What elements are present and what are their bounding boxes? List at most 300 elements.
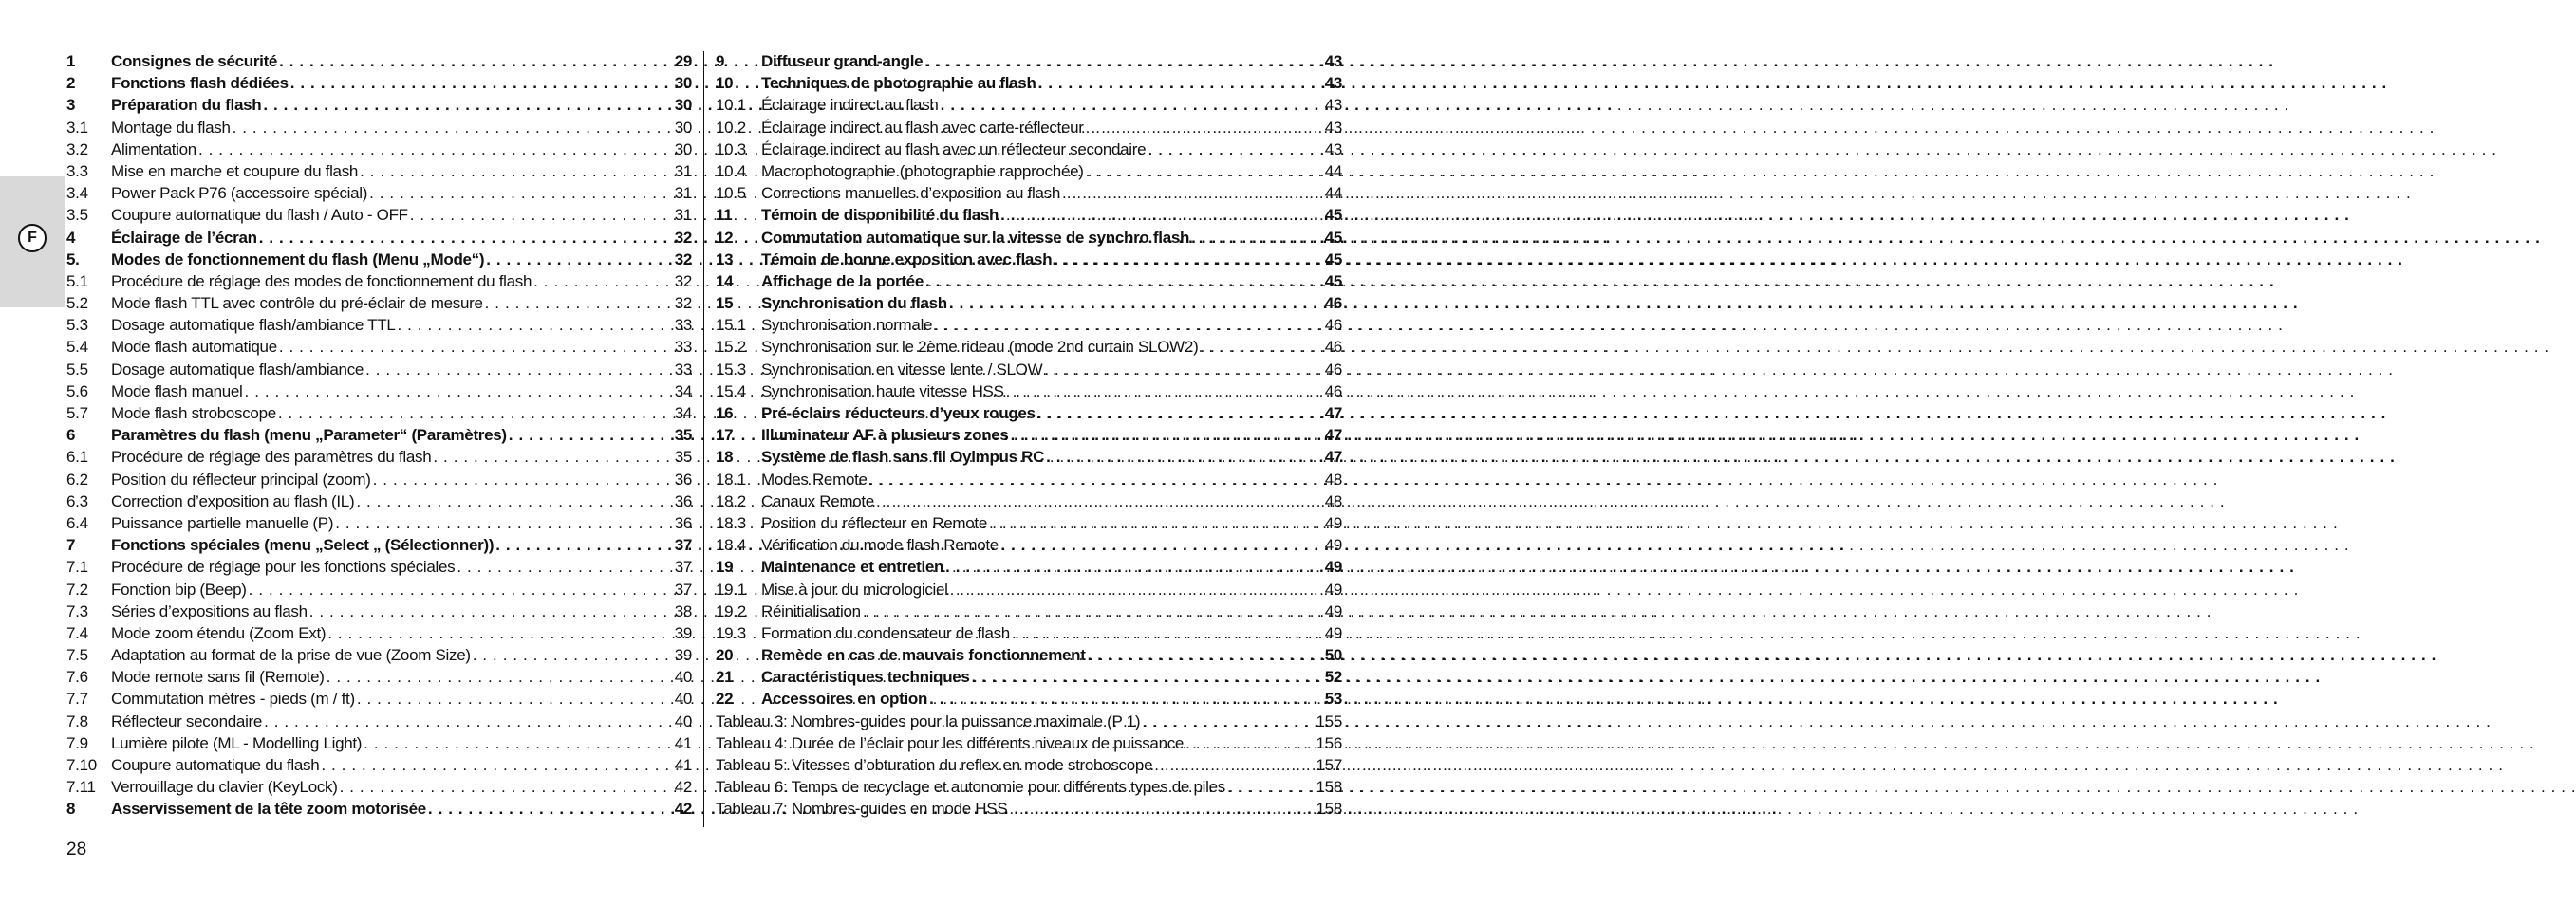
dot-leader (1011, 424, 1323, 446)
toc-entry (716, 469, 1342, 490)
toc-entry (66, 314, 692, 336)
toc-entry-title: Remède en cas de mauvais fonctionnement (761, 646, 1086, 665)
toc-entry-page: 41 (674, 756, 692, 774)
dot-leader (249, 579, 673, 600)
toc-entry-number: 6.1 (66, 448, 88, 467)
toc-entry-page: 45 (1324, 271, 1342, 290)
toc-entry-number: 1 (66, 52, 76, 70)
toc-entry-title: Affichage de la portée (761, 271, 924, 290)
toc-entry-title: Synchronisation sur le 2ème rideau (mode 2nd curtain SLOW2) (761, 338, 1199, 357)
dot-leader (1000, 534, 1323, 556)
dot-leader (263, 94, 672, 116)
dot-leader (1227, 776, 1315, 798)
toc-entry-number: 7.8 (66, 711, 88, 730)
toc-entry-number: 19 (716, 558, 734, 577)
toc-entry-page: 47 (1324, 404, 1342, 422)
toc-entry-page: 43 (1324, 52, 1342, 70)
toc-entry (716, 117, 1342, 139)
dot-leader (533, 270, 673, 292)
toc-entry-number: 6 (66, 426, 76, 445)
dot-leader (360, 160, 673, 182)
toc-entry-number: 3.5 (66, 206, 88, 225)
toc-entry (66, 336, 692, 358)
toc-entry-page: 36 (674, 513, 692, 532)
toc-entry-number: 18.1 (716, 470, 746, 489)
dot-leader (327, 622, 672, 644)
toc-entry (716, 600, 1342, 622)
toc-entry-page: 49 (1324, 558, 1342, 577)
toc-entry-page: 32 (674, 271, 692, 290)
toc-entry-title: Procédure de réglage des paramètres du flash (111, 448, 432, 467)
dot-leader (1046, 446, 1323, 468)
dot-leader (1086, 160, 1323, 182)
toc-entry-number: 15.2 (716, 338, 746, 357)
toc-entry (66, 556, 692, 578)
dot-leader (1000, 204, 1323, 226)
toc-entry-title: Coupure automatique du flash / Auto - OFF (111, 206, 408, 225)
dot-leader (364, 732, 673, 754)
dot-leader (869, 469, 1323, 490)
dot-leader (945, 556, 1323, 578)
toc-entry-number: 15.4 (716, 381, 746, 400)
toc-entry (66, 512, 692, 534)
toc-entry-page: 41 (674, 733, 692, 752)
toc-entry-number: 5. (66, 249, 80, 268)
dot-leader (259, 227, 673, 249)
dot-leader (934, 314, 1322, 336)
toc-entry-page: 43 (1324, 118, 1342, 137)
toc-entry-title: Éclairage indirect au flash avec carte-réflecteur (761, 118, 1084, 137)
toc-entry (66, 292, 692, 314)
toc-entry-title: Caractéristiques techniques (761, 668, 970, 687)
dot-leader (473, 644, 673, 666)
toc-entry-title: Coupure automatique du flash (111, 756, 320, 774)
toc-entry-page: 29 (674, 52, 692, 70)
toc-entry-number: 18.3 (716, 513, 746, 532)
toc-entry-page: 34 (674, 404, 692, 422)
toc-entry-number: 20 (716, 646, 734, 665)
toc-entry-number: 10.4 (716, 161, 746, 180)
dot-leader (457, 556, 672, 578)
toc-entry-title: Éclairage indirect au flash (761, 96, 939, 115)
toc-entry-title: Corrections manuelles d’exposition au flash (761, 184, 1060, 203)
toc-entry (66, 776, 692, 798)
toc-entry-page: 50 (1324, 646, 1342, 665)
dot-leader (989, 512, 1323, 534)
dot-leader (433, 446, 672, 468)
toc-entry-number: 9 (716, 52, 725, 70)
toc-entry-page: 35 (674, 426, 692, 445)
toc-entry-title: Mise à jour du micrologiciel (761, 580, 948, 599)
toc-entry-page: 35 (674, 448, 692, 467)
dot-leader (1154, 754, 1314, 776)
toc-entry (66, 490, 692, 512)
dot-leader (863, 600, 1323, 622)
toc-entry-number: 10 (716, 74, 734, 93)
toc-entry-title: Illuminateur AF à plusieurs zones (761, 426, 1009, 445)
toc-entry-page: 46 (1324, 360, 1342, 379)
toc-entry-page: 44 (1324, 161, 1342, 180)
toc-entry (66, 182, 692, 204)
toc-entry-page: 48 (1324, 470, 1342, 489)
toc-entry-number: 3.1 (66, 118, 88, 137)
toc-entry (716, 314, 1342, 336)
toc-entry-page: 45 (1324, 249, 1342, 268)
toc-entry-title: Fonctions flash dédiées (111, 74, 289, 93)
toc-entry (716, 732, 1342, 754)
toc-entry-page: 32 (674, 249, 692, 268)
toc-entry (716, 556, 1342, 578)
toc-entry (716, 336, 1342, 358)
toc-entry (716, 446, 1342, 468)
toc-entry (716, 72, 1342, 94)
dot-leader (290, 72, 673, 94)
toc-entry (66, 600, 692, 622)
dot-leader (1009, 798, 1314, 820)
toc-entry-page: 158 (1316, 778, 1342, 797)
toc-entry-number: 12 (716, 228, 734, 247)
toc-entry (716, 711, 1342, 732)
toc-entry-title: Adaptation au format de la prise de vue (Zoom Size) (111, 646, 471, 665)
toc-entry-number: 5.5 (66, 360, 88, 379)
dot-leader (335, 512, 673, 534)
toc-entry (716, 490, 1342, 512)
dot-leader (365, 359, 673, 380)
toc-column-left (66, 50, 692, 821)
toc-entry-title: Commutation mètres - pieds (m / ft) (111, 690, 355, 709)
toc-entry-title: Tableau 5: Vitesses d’obturation du reflex en mode stroboscope (716, 756, 1153, 774)
toc-entry-number: 6.2 (66, 470, 88, 489)
dot-leader (1185, 732, 1314, 754)
toc-entry-page: 32 (674, 294, 692, 313)
toc-entry-page: 34 (674, 381, 692, 400)
dot-leader (327, 666, 673, 688)
toc-entry (66, 227, 692, 249)
toc-entry-page: 46 (1324, 338, 1342, 357)
toc-entry-title: Synchronisation du flash (761, 294, 947, 313)
toc-entry (716, 622, 1342, 644)
toc-entry-page: 49 (1324, 601, 1342, 620)
toc-entry (716, 182, 1342, 204)
dot-leader (925, 270, 1323, 292)
toc-entry-title: Puissance partielle manuelle (P) (111, 513, 334, 532)
toc-entry (716, 380, 1342, 402)
toc-entry (66, 359, 692, 380)
toc-entry-number: 21 (716, 668, 734, 687)
toc-entry-number: 2 (66, 74, 76, 93)
toc-entry-page: 157 (1316, 756, 1342, 774)
toc-entry-title: Tableau 6: Temps de recyclage et autonomie pour différents types de piles (716, 778, 1225, 797)
dot-leader (1062, 182, 1323, 204)
toc-entry-title: Formation du condensateur de flash (761, 623, 1010, 642)
dot-leader (486, 249, 672, 270)
toc-entry-page: 38 (674, 601, 692, 620)
toc-entry-number: 10.3 (716, 139, 746, 158)
dot-leader (428, 798, 673, 820)
toc-entry-page: 30 (674, 118, 692, 137)
toc-entry-number: 4 (66, 228, 76, 247)
toc-entry (716, 534, 1342, 556)
toc-entry (66, 469, 692, 490)
toc-entry (716, 512, 1342, 534)
dot-leader (398, 314, 673, 336)
toc-entry-number: 7 (66, 536, 76, 555)
toc-entry-page: 158 (1316, 800, 1342, 819)
dot-leader (485, 292, 673, 314)
toc-entry-number: 8 (66, 800, 76, 819)
toc-entry (66, 732, 692, 754)
toc-entry-title: Éclairage indirect au flash avec un réflecteur secondaire (761, 139, 1147, 158)
toc-entry-title: Pré-éclairs réducteurs d’yeux rouges (761, 404, 1036, 422)
toc-entry-page: 156 (1316, 733, 1342, 752)
toc-entry-title: Position du réflecteur en Remote (761, 513, 987, 532)
toc-entry (716, 160, 1342, 182)
toc-entry-page: 39 (674, 646, 692, 665)
toc-entry-page: 33 (674, 338, 692, 357)
dot-leader (1086, 117, 1323, 139)
toc-entry (66, 50, 692, 72)
dot-leader (309, 600, 673, 622)
toc-entry (66, 249, 692, 270)
dot-leader (233, 117, 673, 139)
dot-leader (321, 754, 672, 776)
dot-leader (1044, 359, 1322, 380)
toc-entry-number: 18 (716, 448, 734, 467)
dot-leader (941, 94, 1323, 116)
toc-entry-page: 52 (1324, 668, 1342, 687)
toc-entry-title: Techniques de photographie au flash (761, 74, 1036, 93)
toc-entry-number: 5.4 (66, 338, 88, 357)
dot-leader (950, 579, 1323, 600)
toc-entry (66, 688, 692, 710)
toc-entry-title: Synchronisation haute vitesse HSS (761, 381, 1004, 400)
toc-entry-title: Témoin de disponibilité du flash (761, 206, 999, 225)
toc-entry-number: 7.10 (66, 756, 97, 774)
toc-entry-title: Fonctions spéciales (menu „Select „ (Sélectionner)) (111, 536, 495, 555)
toc-entry-title: Procédure de réglage des modes de fonctionnement du flash (111, 271, 532, 290)
toc-entry-number: 7.4 (66, 623, 88, 642)
toc-entry (716, 359, 1342, 380)
toc-entry-title: Maintenance et entretien (761, 558, 944, 577)
dot-leader (972, 666, 1323, 688)
toc-entry-number: 17 (716, 426, 734, 445)
toc-entry (716, 754, 1342, 776)
language-marker: F (18, 224, 47, 252)
toc-entry (716, 402, 1342, 424)
dot-leader (279, 50, 673, 72)
toc-entry-page: 46 (1324, 316, 1342, 335)
toc-entry-page: 42 (674, 778, 692, 797)
toc-entry-title: Canaux Remote (761, 491, 874, 510)
toc-entry-title: Dosage automatique flash/ambiance (111, 360, 364, 379)
toc-entry (716, 139, 1342, 160)
toc-entry-number: 5.2 (66, 294, 88, 313)
toc-entry-page: 53 (1324, 690, 1342, 709)
toc-entry-number: 19.3 (716, 623, 746, 642)
dot-leader (357, 688, 673, 710)
dot-leader (278, 402, 673, 424)
toc-entry (716, 50, 1342, 72)
toc-entry-number: 5.1 (66, 271, 88, 290)
toc-entry-title: Commutation automatique sur la vitesse de synchro flash (761, 228, 1190, 247)
dot-leader (1191, 227, 1323, 249)
toc-entry-title: Power Pack P76 (accessoire spécial) (111, 184, 368, 203)
toc-entry-title: Tableau 4: Durée de l’éclair pour les différents niveaux de puissance (716, 733, 1185, 752)
toc-entry-number: 19.1 (716, 580, 746, 599)
toc-entry-number: 15 (716, 294, 734, 313)
toc-entry (716, 579, 1342, 600)
toc-entry-title: Mode remote sans fil (Remote) (111, 668, 325, 687)
toc-entry-title: Mise en marche et coupure du flash (111, 161, 359, 180)
toc-entry-page: 49 (1324, 623, 1342, 642)
toc-entry (716, 776, 1342, 798)
dot-leader (1006, 380, 1323, 402)
toc-entry-page: 46 (1324, 381, 1342, 400)
toc-entry-page: 33 (674, 316, 692, 335)
toc-entry (66, 798, 692, 820)
toc-entry-title: Éclairage de l’écran (111, 228, 257, 247)
toc-entry-page: 30 (674, 96, 692, 115)
toc-entry-number: 22 (716, 690, 734, 709)
toc-entry-title: Réflecteur secondaire (111, 711, 263, 730)
toc-entry-page: 31 (674, 161, 692, 180)
toc-entry-page: 30 (674, 74, 692, 93)
toc-entry-title: Montage du flash (111, 118, 231, 137)
toc-entry-number: 13 (716, 249, 734, 268)
dot-leader (929, 688, 1323, 710)
toc-entry-page: 155 (1316, 711, 1342, 730)
toc-entry-number: 10.2 (716, 118, 746, 137)
dot-leader (410, 204, 673, 226)
toc-entry-title: Synchronisation en vitesse lente / SLOW (761, 360, 1043, 379)
toc-entry (716, 270, 1342, 292)
toc-entry-number: 7.5 (66, 646, 88, 665)
toc-entry-number: 3 (66, 96, 76, 115)
toc-entry-page: 42 (674, 800, 692, 819)
toc-entry (66, 711, 692, 732)
toc-entry (66, 402, 692, 424)
dot-leader (1012, 622, 1323, 644)
toc-entry-title: Modes de fonctionnement du flash (Menu „Mode“) (111, 249, 485, 268)
toc-entry-title: Paramètres du flash (menu „Parameter“ (Paramètres) (111, 426, 507, 445)
toc-entry (66, 622, 692, 644)
dot-leader (1054, 249, 1322, 270)
toc-entry-number: 18.4 (716, 536, 746, 555)
column-divider (703, 51, 704, 827)
toc-entry-page: 47 (1324, 426, 1342, 445)
toc-entry (66, 72, 692, 94)
toc-entry-number: 7.1 (66, 558, 88, 577)
toc-entry (66, 94, 692, 116)
toc-entry (66, 270, 692, 292)
toc-entry-title: Dosage automatique flash/ambiance TTL (111, 316, 396, 335)
toc-entry-number: 3.3 (66, 161, 88, 180)
toc-entry-page: 46 (1324, 294, 1342, 313)
toc-entry-title: Tableau 3: Nombres-guides pour la puissance maximale (P 1) (716, 711, 1141, 730)
toc-entry (716, 798, 1342, 820)
toc-entry-page: 43 (1324, 74, 1342, 93)
toc-entry-title: Diffuseur grand-angle (761, 52, 924, 70)
toc-entry-number: 3.2 (66, 139, 88, 158)
toc-entry-title: Alimentation (111, 139, 196, 158)
dot-leader (1148, 139, 1322, 160)
toc-entry-number: 3.4 (66, 184, 88, 203)
toc-entry-number: 15.1 (716, 316, 746, 335)
toc-entry-page: 37 (674, 580, 692, 599)
toc-entry-number: 6.4 (66, 513, 88, 532)
toc-entry (716, 424, 1342, 446)
toc-entry-page: 32 (674, 228, 692, 247)
toc-entry-title: Correction d’exposition au flash (IL) (111, 491, 355, 510)
toc-entry (66, 754, 692, 776)
toc-entry (66, 380, 692, 402)
toc-entry-number: 16 (716, 404, 734, 422)
toc-entry-number: 7.11 (66, 778, 96, 797)
toc-entry-title: Mode flash automatique (111, 338, 277, 357)
toc-entry-page: 36 (674, 491, 692, 510)
toc-entry-title: Mode flash stroboscope (111, 404, 276, 422)
dot-leader (279, 336, 673, 358)
toc-column-right (716, 50, 1342, 821)
toc-entry (716, 94, 1342, 116)
toc-entry (716, 249, 1342, 270)
toc-entry-number: 19.2 (716, 601, 746, 620)
toc-entry-number: 14 (716, 271, 734, 290)
toc-entry (716, 292, 1342, 314)
toc-entry-title: Lumière pilote (ML - Modelling Light) (111, 733, 363, 752)
dot-leader (924, 50, 1322, 72)
toc-entry-number: 7.9 (66, 733, 88, 752)
toc-entry-title: Position du réflecteur principal (zoom) (111, 470, 371, 489)
toc-entry-title: Synchronisation normale (761, 316, 933, 335)
dot-leader (373, 469, 673, 490)
dot-leader (1200, 336, 1322, 358)
toc-entry (716, 666, 1342, 688)
toc-entry-title: Mode flash manuel (111, 381, 243, 400)
toc-entry-page: 45 (1324, 206, 1342, 225)
toc-entry-page: 43 (1324, 96, 1342, 115)
toc-entry-number: 5.7 (66, 404, 88, 422)
dot-leader (340, 776, 673, 798)
toc-entry-page: 33 (674, 360, 692, 379)
toc-entry-number: 7.2 (66, 580, 88, 599)
toc-entry-title: Réinitialisation (761, 601, 861, 620)
toc-entry-title: Procédure de réglage pour les fonctions spéciales (111, 558, 456, 577)
toc-entry-page: 40 (674, 668, 692, 687)
toc-entry-number: 15.3 (716, 360, 746, 379)
toc-entry-title: Vérification du mode flash Remote (761, 536, 999, 555)
toc-entry (66, 117, 692, 139)
toc-entry-number: 5.6 (66, 381, 88, 400)
dot-leader (495, 534, 672, 556)
toc-entry-title: Asservissement de la tête zoom motorisée (111, 800, 426, 819)
toc-entry-page: 39 (674, 623, 692, 642)
toc-entry-page: 31 (674, 184, 692, 203)
toc-entry-page: 49 (1324, 536, 1342, 555)
dot-leader (949, 292, 1323, 314)
toc-entry-title: Témoin de bonne exposition avec flash (761, 249, 1053, 268)
toc-entry-number: 6.3 (66, 491, 88, 510)
toc-entry (66, 160, 692, 182)
toc-entry-number: 18.2 (716, 491, 746, 510)
toc-entry-page: 37 (674, 536, 692, 555)
dot-leader (264, 711, 673, 732)
dot-leader (876, 490, 1323, 512)
toc-entry-number: 7.6 (66, 668, 88, 687)
toc-entry-page: 47 (1324, 448, 1342, 467)
toc-entry-title: Séries d’expositions au flash (111, 601, 308, 620)
toc-entry-page: 48 (1324, 491, 1342, 510)
